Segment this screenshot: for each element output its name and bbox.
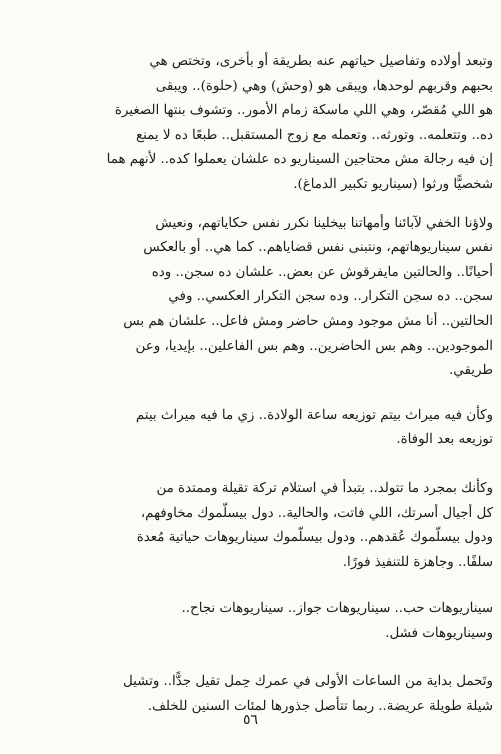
paragraph-3: وكأن فيه ميراث بيتم توزيعه ساعة الولادة.. زي ما فيه ميراث بيتم توزيعه بعد الوفاة. [135, 407, 493, 448]
paragraph-5: سيناريوهات حب.. سيناريوهات جواز.. سيناريوهات نجاح.. وسيناريوهات فشل. [181, 601, 493, 641]
paragraph-4: وكأنك بمجرد ما تتولد.. بتبدأ في استلام تركة تقيلة وممتدة من كل أجيال أسرتك، اللي فاتت، والحالية.. دول بيسلّموك مخاوفهم، ودول بيسلّموك عُقدهم.. ودول بيسلّموك سيناريوهات حياتية مُعدة سلفًا.. وجاهزة للتنفيذ فورًا. [136, 480, 493, 570]
page-text [10, 50, 493, 720]
paragraph-6: وتَحمل بداية من الساعات الأولى في عمرك حِمل تقيل جدًّا.. وتشيل شيلة طويلة عريضة.. ربما تتأصل جذورها لمئات السنين للخلف. [122, 674, 493, 715]
paragraph-2: ولاؤنا الخفي لآبائنا وأمهاتنا بيخلينا نكرر نفس حكاياتهم، ونعيش نفس سيناريوهاتهم، ونتبنى نفس قضاياهم.. كما هي.. أو بالعكس أحيانًا.. والحالتين مايفرقوش عن بعض.. علشان ده سجن.. وده سجن.. ده سجن التكرار.. وده سجن التكرار العكسي.. وفي الحالتين.. أنا مش موجود ومش حاضر ومش فاعل.. علشان هم بس الموجودين.. وهم بس الحاضرين.. وهم بس الفاعلين.. بإيديا، وعن طريقي. [123, 215, 493, 379]
paragraph-1: وتبعد أولاده وتفاصيل حياتهم عنه بطريقة أو بأخرى، وتختص هي بحبهم وقربهم لوحدها، ويبقى هو (وحش) وهي (حلوة).. ويبقى هو اللي مُقصّر، وهي اللي ماسكة زمام الأمور.. وتشوف بنتها الصغيرة ده.. وتتعلمه.. وتورثه.. وتعمله مع زوج المستقبل.. طبعًا ده لا يمنع إن فيه رجالة مش محتاجين السيناريو ده علشان يعملوا كده.. لأنهم هما شخصيًّا ورثوا (سيناريو تكبير الدماغ). [106, 54, 493, 192]
page-number: ٥٦ [242, 712, 259, 728]
